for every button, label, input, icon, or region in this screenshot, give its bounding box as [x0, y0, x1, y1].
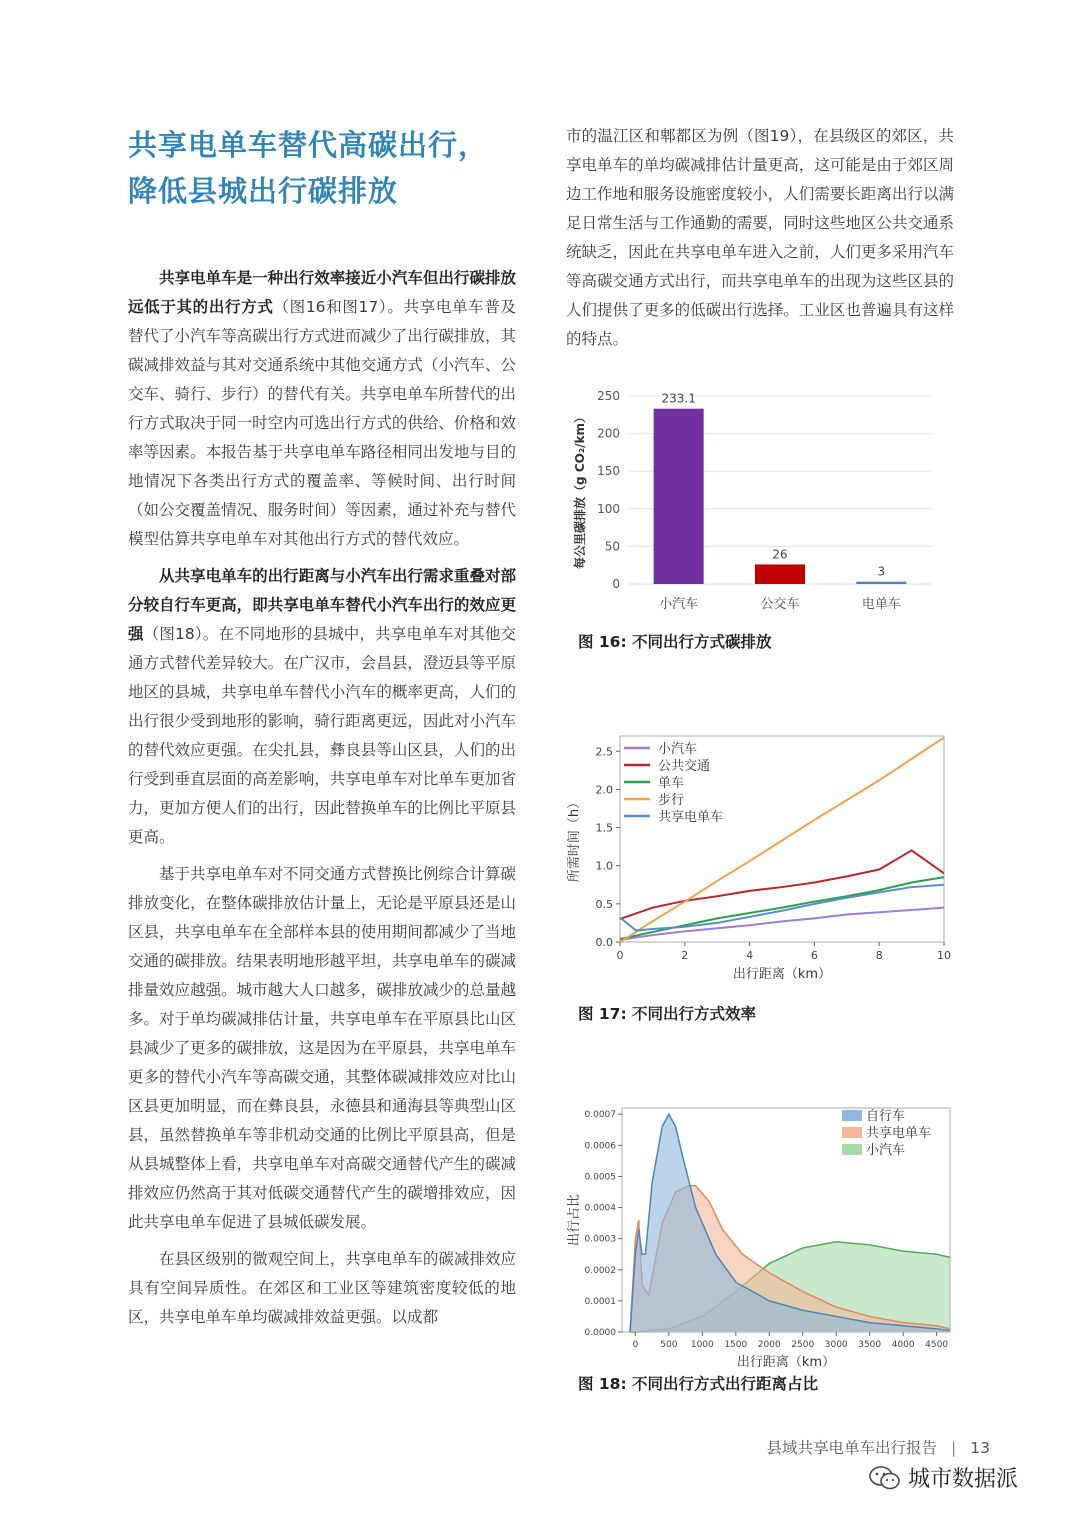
y-tick-label: 200 [597, 426, 620, 441]
report-title: 县域共享电单车出行报告 [766, 1439, 938, 1457]
page-footer [767, 1436, 990, 1458]
figure-18-caption: 图 18: 不同出行方式出行距离占比 [578, 1375, 819, 1393]
x-tick-label: 0 [616, 949, 624, 962]
figure-16 [566, 378, 956, 622]
legend-label: 单车 [658, 776, 685, 791]
x-tick-label: 8 [875, 949, 883, 962]
y-tick-label: 1.5 [595, 821, 613, 835]
x-tick-label: 0 [632, 1340, 639, 1350]
paragraph-2-bold: 从共享电单车的出行距离与小汽车出行需求重叠对部分较自行车更高，即共享电单车替代小汽车出行的效应更强 [128, 567, 516, 643]
legend-label: 共享电单车 [658, 810, 724, 825]
y-tick-label: 2.5 [595, 745, 613, 759]
figure-18 [560, 1100, 960, 1374]
x-tick-label: 2000 [757, 1340, 781, 1350]
paragraph-1-text: （图16和图17）。共享电单车普及替代了小汽车等高碳出行方式进而减少了出行碳排放，其碳减排效益与其对交通系统中其他交通方式（小汽车、公交车、骑行、步行）的替代有关。共享电单车所替代的出行方式取决于同一时空内可选出行方式的供给、价格和效率等因素。本报告基于共享电单车路径相同出发地与目的地情况下各类出行方式的覆盖率、等候时间、出行时间（如公交覆盖情况、服务时间）等因素，通过补充与替代模型估算共享电单车对其他出行方式的替代效应。 [128, 298, 516, 548]
y-tick-label: 0.0006 [584, 1141, 616, 1152]
x-tick-label: 4 [746, 949, 754, 962]
legend-label: 自行车 [866, 1109, 906, 1124]
y-axis-label: 所需时间（h） [567, 795, 582, 883]
y-tick-label: 0.0001 [584, 1296, 616, 1307]
x-tick-label: 电单车 [861, 597, 901, 612]
y-tick-label: 50 [604, 539, 620, 554]
left-column [128, 264, 516, 1340]
legend-label: 小汽车 [866, 1143, 906, 1158]
paragraph-3: 基于共享电单车对不同交通方式替换比例综合计算碳排放变化，在整体碳排放估计量上，无论是平原县还是山区县，共享电单车在全部样本县的使用期间都减少了当地交通的碳排放。结果表明地形越平坦，共享电单车的碳减排量效应越强。城市越大人口越多，碳排放减少的总量越多。对于单均碳减排估计量，共享电单车在平原县比山区县减少了更多的碳排放，这是因为在平原县，共享电单车更多的替代小汽车等高碳交通，其整体碳减排效应对比山区县更加明显，而在彝良县，永德县和通海县等典型山区县，虽然替换单车等非机动交通的比例比平原县高，但是从县城整体上看，共享电单车对高碳交通替代产生的碳减排效应仍然高于其对低碳交通替代产生的碳增排效应，因此共享电单车促进了县城低碳发展。 [128, 865, 516, 1231]
title-line-1: 共享电单车替代高碳出行， [128, 128, 489, 162]
x-tick-label: 小汽车 [659, 597, 699, 612]
x-axis-label: 出行距离（km） [736, 1355, 836, 1370]
distance-density-chart [560, 1100, 960, 1370]
x-tick-label: 4000 [891, 1340, 915, 1350]
y-axis-label: 每公里碳排放（g CO₂/km） [573, 411, 587, 569]
watermark [868, 1462, 1018, 1493]
x-tick-label: 1500 [724, 1340, 748, 1350]
paragraph-2 [128, 562, 516, 852]
data-label: 233.1 [661, 391, 696, 406]
y-tick-label: 250 [597, 389, 620, 403]
y-tick-label: 0.0003 [584, 1234, 616, 1245]
legend-label: 公共交通 [658, 759, 711, 774]
x-tick-label: 6 [810, 949, 818, 962]
y-tick-label: 0.5 [595, 897, 613, 911]
figure-17-caption: 图 17: 不同出行方式效率 [578, 1005, 757, 1023]
bar-电单车 [856, 582, 906, 584]
bar-公交车 [755, 564, 805, 584]
x-tick-label: 1000 [690, 1340, 714, 1350]
y-tick-label: 150 [597, 464, 620, 479]
right-column [566, 122, 954, 362]
x-tick-label: 2 [681, 949, 689, 962]
paragraph-1 [128, 264, 516, 554]
paragraph-2-text: （图18）。在不同地形的县城中，共享电单车对其他交通方式替代差异较大。在广汉市，会昌县，澄迈县等平原地区的县城，共享电单车替代小汽车的概率更高，人们的出行很少受到地形的影响，骑行距离更远，因此对小汽车的替代效应更强。在尖扎县，彝良县等山区县，人们的出行受到垂直层面的高差影响，共享电单车对比单车更加省力，更加方便人们的出行，因此替换单车的比例比平原县更高。 [128, 625, 516, 846]
y-tick-label: 0.0 [595, 936, 613, 949]
legend-swatch [842, 1144, 862, 1155]
legend-swatch [842, 1110, 862, 1121]
y-tick-label: 0.0007 [584, 1110, 616, 1121]
y-tick-label: 0.0000 [584, 1328, 616, 1338]
footer-divider: | [951, 1439, 957, 1457]
wechat-icon [868, 1465, 902, 1491]
x-tick-label: 3500 [858, 1340, 882, 1350]
efficiency-line-chart [560, 728, 960, 990]
x-tick-label: 公交车 [760, 597, 800, 612]
x-tick-label: 500 [660, 1340, 678, 1350]
y-tick-label: 2.0 [595, 783, 613, 797]
page-title [128, 122, 538, 214]
legend-label: 共享电单车 [866, 1126, 932, 1141]
y-tick-label: 0.0002 [584, 1265, 616, 1276]
page-number: 13 [970, 1439, 990, 1457]
legend-label: 小汽车 [658, 742, 698, 757]
paragraph-5: 市的温江区和郫都区为例（图19），在县级区的郊区，共享电单车的单均碳减排估计量更高，这可能是由于郊区周边工作地和服务设施密度较小，人们需要长距离出行以满足日常生活与工作通勤的需要，同时这些地区公共交通系统缺乏，因此在共享电单车进入之前，人们更多采用汽车等高碳交通方式出行，而共享电单车的出现为这些区县的人们提供了更多的低碳出行选择。工业区也普遍具有这样的特点。 [566, 127, 954, 348]
y-tick-label: 0.0005 [584, 1172, 616, 1183]
paragraph-4: 在县区级别的微观空间上，共享电单车的碳减排效应具有空间异质性。在郊区和工业区等建筑密度较低的地区，共享电单车单均碳减排效益更强。以成都 [128, 1250, 516, 1326]
watermark-text: 城市数据派 [908, 1467, 1019, 1492]
data-label: 3 [877, 564, 886, 579]
x-tick-label: 10 [937, 949, 951, 962]
y-axis-label: 出行占比 [567, 1193, 582, 1247]
y-tick-label: 100 [597, 501, 620, 516]
x-tick-label: 2500 [791, 1340, 815, 1350]
x-tick-label: 4500 [925, 1340, 949, 1350]
series-line-公共交通 [620, 850, 944, 919]
y-tick-label: 0 [612, 577, 620, 591]
y-tick-label: 0.0004 [584, 1203, 616, 1214]
data-label: 26 [772, 547, 788, 562]
title-line-2: 降低县城出行碳排放 [128, 174, 399, 208]
bar-小汽车 [654, 409, 704, 584]
legend-swatch [842, 1127, 862, 1138]
x-tick-label: 3000 [824, 1340, 848, 1350]
paragraph-1-bold: 共享电单车是一种出行效率接近小汽车但出行碳排放远低于其的出行方式 [128, 269, 516, 316]
legend-label: 步行 [658, 793, 685, 808]
y-tick-label: 1.0 [595, 859, 613, 873]
figure-16-caption: 图 16: 不同出行方式碳排放 [578, 633, 772, 651]
carbon-bar-chart [566, 378, 956, 618]
x-axis-label: 出行距离（km） [732, 967, 832, 982]
figure-17 [560, 728, 960, 994]
